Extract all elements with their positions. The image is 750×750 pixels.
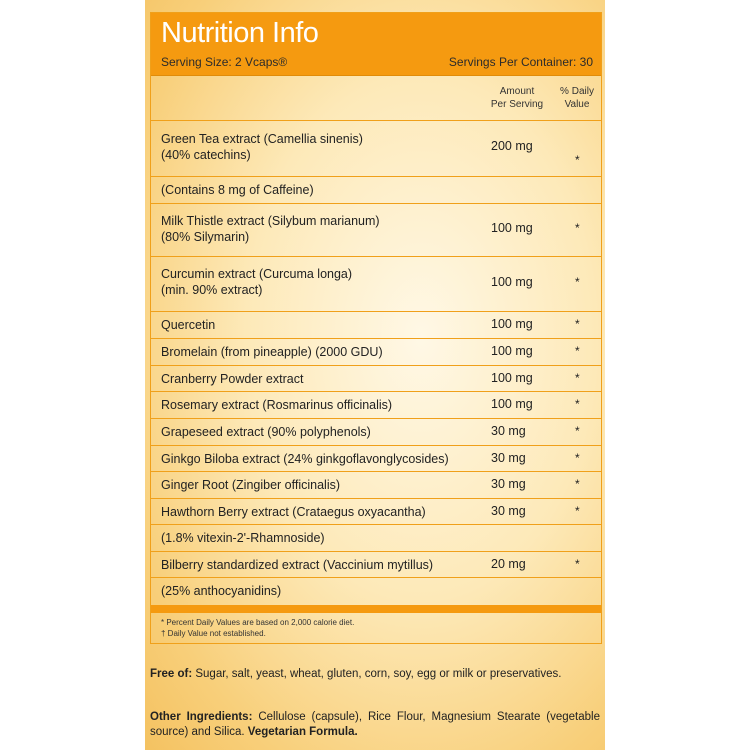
- other-ingredients-statement: [150, 710, 600, 740]
- table-row: [151, 419, 601, 446]
- section-divider: [151, 605, 601, 613]
- ingredient-amount: 30 mg: [491, 504, 526, 518]
- ingredient-amount: 100 mg: [491, 397, 533, 411]
- ingredient-name: (25% anthocyanidins): [161, 584, 282, 598]
- ingredient-name: [161, 213, 380, 245]
- ingredient-amount: 30 mg: [491, 424, 526, 438]
- table-row: [151, 472, 601, 499]
- panel-title: Nutrition Info: [161, 17, 319, 49]
- other-ingredients-label: Other Ingredients:: [150, 711, 253, 723]
- ingredient-name: Quercetin: [161, 318, 216, 332]
- ingredient-name: Grapeseed extract (90% polyphenols): [161, 425, 371, 439]
- daily-value-column-header: [555, 85, 599, 111]
- ingredient-amount: 100 mg: [491, 275, 533, 289]
- table-row: [151, 446, 601, 472]
- ingredient-line: Milk Thistle extract (Silybum marianum): [161, 214, 380, 228]
- ingredient-daily-value: *: [575, 317, 580, 331]
- ingredient-amount: 20 mg: [491, 557, 526, 571]
- amount-header-line: Amount: [499, 86, 535, 97]
- ingredient-daily-value: *: [575, 221, 580, 235]
- column-headers: [151, 76, 601, 121]
- ingredient-name: Rosemary extract (Rosmarinus officinalis): [161, 398, 393, 412]
- nutrition-panel: [150, 12, 602, 644]
- ingredient-name: Ginkgo Biloba extract (24% ginkgoflavonglycosides): [161, 452, 449, 466]
- free-of-text: Sugar, salt, yeast, wheat, gluten, corn, soy, egg or milk or preservatives.: [192, 668, 562, 680]
- ingredient-amount: 30 mg: [491, 477, 526, 491]
- table-row: [151, 552, 601, 578]
- ingredient-daily-value: *: [575, 557, 580, 571]
- ingredient-name: Cranberry Powder extract: [161, 372, 304, 386]
- table-row: [151, 257, 601, 312]
- table-row: [151, 366, 601, 392]
- amount-column-header: [481, 85, 553, 111]
- ingredient-amount: 30 mg: [491, 451, 526, 465]
- ingredient-rows: [151, 121, 601, 605]
- ingredient-line: (40% catechins): [161, 148, 251, 162]
- label-page: [145, 0, 605, 750]
- ingredient-name: [161, 266, 352, 298]
- serving-size: Serving Size: 2 Vcaps®: [161, 55, 288, 69]
- table-row: [151, 392, 601, 419]
- ingredient-line: (80% Silymarin): [161, 230, 250, 244]
- table-row: [151, 578, 601, 605]
- panel-header: [151, 13, 601, 76]
- dv-header-line: % Daily: [560, 86, 594, 97]
- ingredient-amount: 200 mg: [491, 139, 533, 153]
- ingredient-name: Bromelain (from pineapple) (2000 GDU): [161, 345, 383, 359]
- ingredient-daily-value: *: [575, 275, 580, 289]
- ingredient-amount: 100 mg: [491, 221, 533, 235]
- ingredient-amount: 100 mg: [491, 371, 533, 385]
- footnotes: [151, 613, 601, 643]
- ingredient-daily-value: *: [575, 344, 580, 358]
- table-row: [151, 204, 601, 257]
- table-row: [151, 339, 601, 366]
- ingredient-name: (Contains 8 mg of Caffeine): [161, 183, 314, 197]
- footnote-line: * Percent Daily Values are based on 2,000 calorie diet.: [161, 618, 355, 627]
- other-ingredients-text: Cellulose (capsule), Rice Flour, Magnesium Stearate (vegetable source) and Silica.: [150, 711, 600, 738]
- table-row: [151, 177, 601, 204]
- ingredient-amount: 100 mg: [491, 344, 533, 358]
- ingredient-name: (1.8% vitexin-2'-Rhamnoside): [161, 531, 325, 545]
- ingredient-daily-value: *: [575, 504, 580, 518]
- ingredient-line: Green Tea extract (Camellia sinenis): [161, 132, 363, 146]
- ingredient-line: (min. 90% extract): [161, 283, 263, 297]
- free-of-label: Free of:: [150, 668, 193, 680]
- table-row: [151, 121, 601, 177]
- ingredient-name: Hawthorn Berry extract (Crataegus oxyacantha): [161, 505, 426, 519]
- ingredient-name: [161, 131, 363, 163]
- ingredient-daily-value: *: [575, 371, 580, 385]
- footnote-line: † Daily Value not established.: [161, 629, 266, 638]
- ingredient-name: Bilberry standardized extract (Vaccinium mytillus): [161, 558, 434, 572]
- dv-header-line: Value: [564, 99, 590, 110]
- ingredient-name: Ginger Root (Zingiber officinalis): [161, 478, 341, 492]
- table-row: [151, 525, 601, 552]
- ingredient-daily-value: *: [575, 477, 580, 491]
- ingredient-line: Curcumin extract (Curcuma longa): [161, 267, 353, 281]
- free-of-statement: [150, 667, 600, 682]
- vegetarian-formula: Vegetarian Formula.: [247, 726, 358, 738]
- amount-header-line: Per Serving: [490, 99, 544, 110]
- table-row: [151, 499, 601, 525]
- ingredient-daily-value: *: [575, 424, 580, 438]
- ingredient-daily-value: *: [575, 451, 580, 465]
- ingredient-amount: 100 mg: [491, 317, 533, 331]
- ingredient-daily-value: *: [575, 153, 580, 167]
- table-row: [151, 312, 601, 339]
- servings-per-container: Servings Per Container: 30: [448, 55, 593, 69]
- ingredient-daily-value: *: [575, 397, 580, 411]
